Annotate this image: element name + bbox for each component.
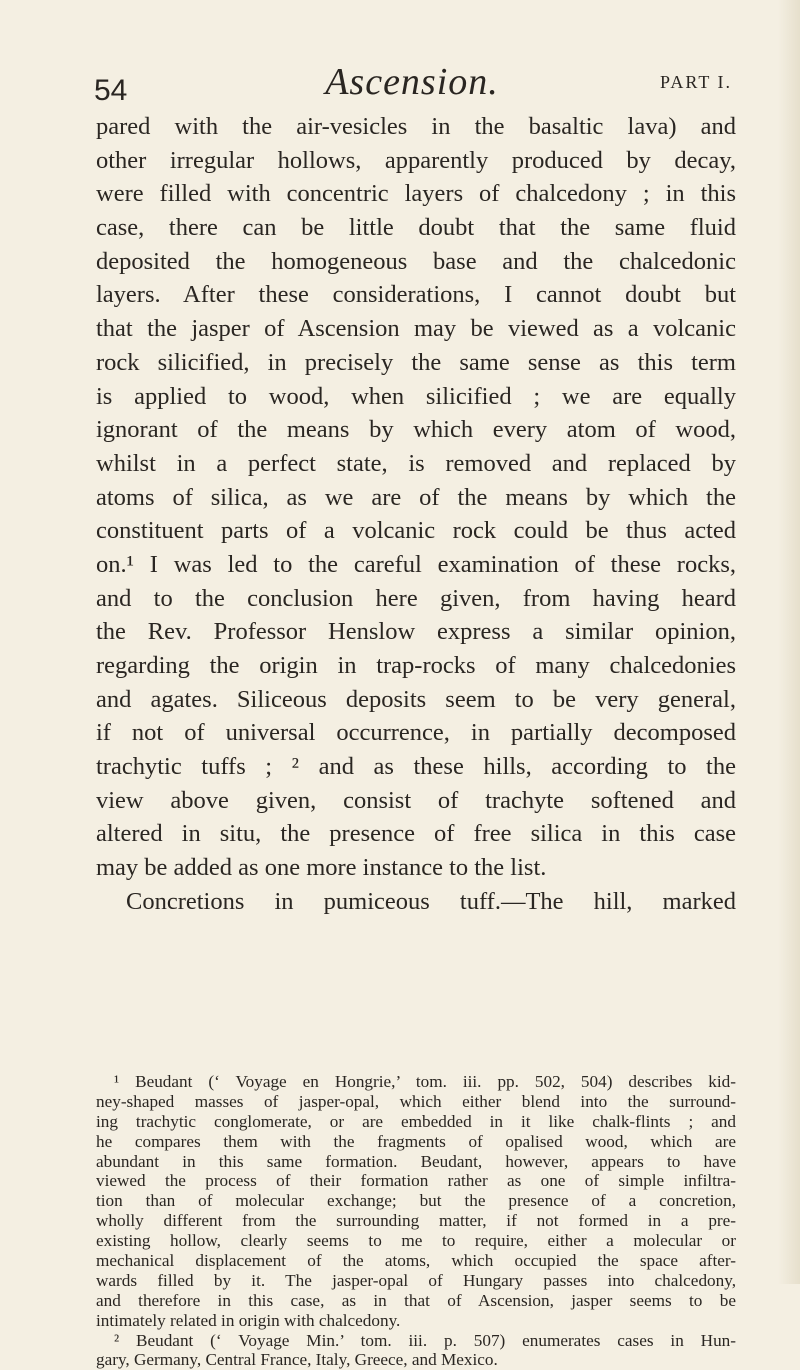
body-line: constituent parts of a volcanic rock could be thus acted xyxy=(96,517,736,545)
footnote-line: ney-shaped masses of jasper-opal, which either blend into the surround- xyxy=(96,1091,736,1111)
body-line: may be added as one more instance to the list. xyxy=(96,854,547,882)
body-text xyxy=(96,110,736,919)
body-line: regarding the origin in trap-rocks of many chalcedonies xyxy=(96,652,736,679)
footnote-line: gary, Germany, Central France, Italy, Greece, and Mexico. xyxy=(96,1350,498,1370)
body-line: the Rev. Professor Henslow express a similar opinion, xyxy=(96,618,736,646)
page-number: 54 xyxy=(94,74,128,107)
body-line: is applied to wood, when silicified ; we are equally xyxy=(96,382,736,410)
body-line: atoms of silica, as we are of the means by which the xyxy=(96,483,736,511)
footnote-line: abundant in this same formation. Beudant, however, appears to have xyxy=(96,1151,736,1171)
body-line: ignorant of the means by which every atom of wood, xyxy=(96,416,736,444)
page-edge-shadow xyxy=(778,0,800,1284)
body-line: rock silicified, in precisely the same sense as this term xyxy=(96,348,736,376)
body-line: on.¹ I was led to the careful examination of these rocks, xyxy=(96,550,736,578)
body-line: view above given, consist of trachyte softened and xyxy=(96,786,736,814)
footnotes xyxy=(96,1072,736,1370)
footnote-line: wards filled by it. The jasper-opal of Hungary passes into chalcedony, xyxy=(96,1270,736,1290)
body-line: if not of universal occurrence, in partially decomposed xyxy=(96,719,736,747)
footnote-line: and therefore in this case, as in that of Ascension, jasper seems to be xyxy=(96,1290,736,1310)
body-line: case, there can be little doubt that the same fluid xyxy=(96,214,736,242)
running-title: Ascension. xyxy=(325,61,499,103)
body-line: altered in situ, the presence of free silica in this case xyxy=(96,820,736,848)
body-line: layers. After these considerations, I cannot doubt but xyxy=(96,281,736,309)
body-line: deposited the homogeneous base and the chalcedonic xyxy=(96,247,736,275)
footnote-line: ¹ Beudant (‘ Voyage en Hongrie,’ tom. iii. pp. 502, 504) describes kid- xyxy=(114,1072,736,1091)
page-header xyxy=(92,52,732,112)
footnote-line: mechanical displacement of the atoms, which occupied the space after- xyxy=(96,1251,736,1271)
body-line: that the jasper of Ascension may be viewed as a volcanic xyxy=(96,315,736,343)
footnote-line: he compares them with the fragments of opalised wood, which are xyxy=(96,1131,736,1151)
footnote-line: wholly different from the surrounding matter, if not formed in a pre- xyxy=(96,1211,736,1231)
body-line: and agates. Siliceous deposits seem to be very general, xyxy=(96,685,736,713)
body-line: other irregular hollows, apparently produced by decay, xyxy=(96,146,736,174)
body-line: pared with the air-vesicles in the basaltic lava) and xyxy=(96,113,736,140)
footnote-line: ing trachytic conglomerate, or are embedded in it like chalk-flints ; and xyxy=(96,1111,736,1131)
body-line: whilst in a perfect state, is removed and replaced by xyxy=(96,449,736,477)
body-line: and to the conclusion here given, from having heard xyxy=(96,584,736,612)
section-heading-line: Concretions in pumiceous tuff.—The hill, marked xyxy=(126,887,736,915)
footnote-line: viewed the process of their formation rather as one of simple infiltra- xyxy=(96,1171,736,1191)
footnote-line: ² Beudant (‘ Voyage Min.’ tom. iii. p. 507) enumerates cases in Hun- xyxy=(114,1330,736,1350)
footnote-line: existing hollow, clearly seems to me to require, either a molecular or xyxy=(96,1231,736,1251)
footnote-line: intimately related in origin with chalcedony. xyxy=(96,1310,401,1330)
body-line: trachytic tuffs ; ² and as these hills, according to the xyxy=(96,753,736,781)
footnote-line: tion than of molecular exchange; but the presence of a concretion, xyxy=(96,1191,736,1211)
part-label: PART I. xyxy=(660,72,732,92)
body-line: were filled with concentric layers of chalcedony ; in this xyxy=(96,180,736,208)
